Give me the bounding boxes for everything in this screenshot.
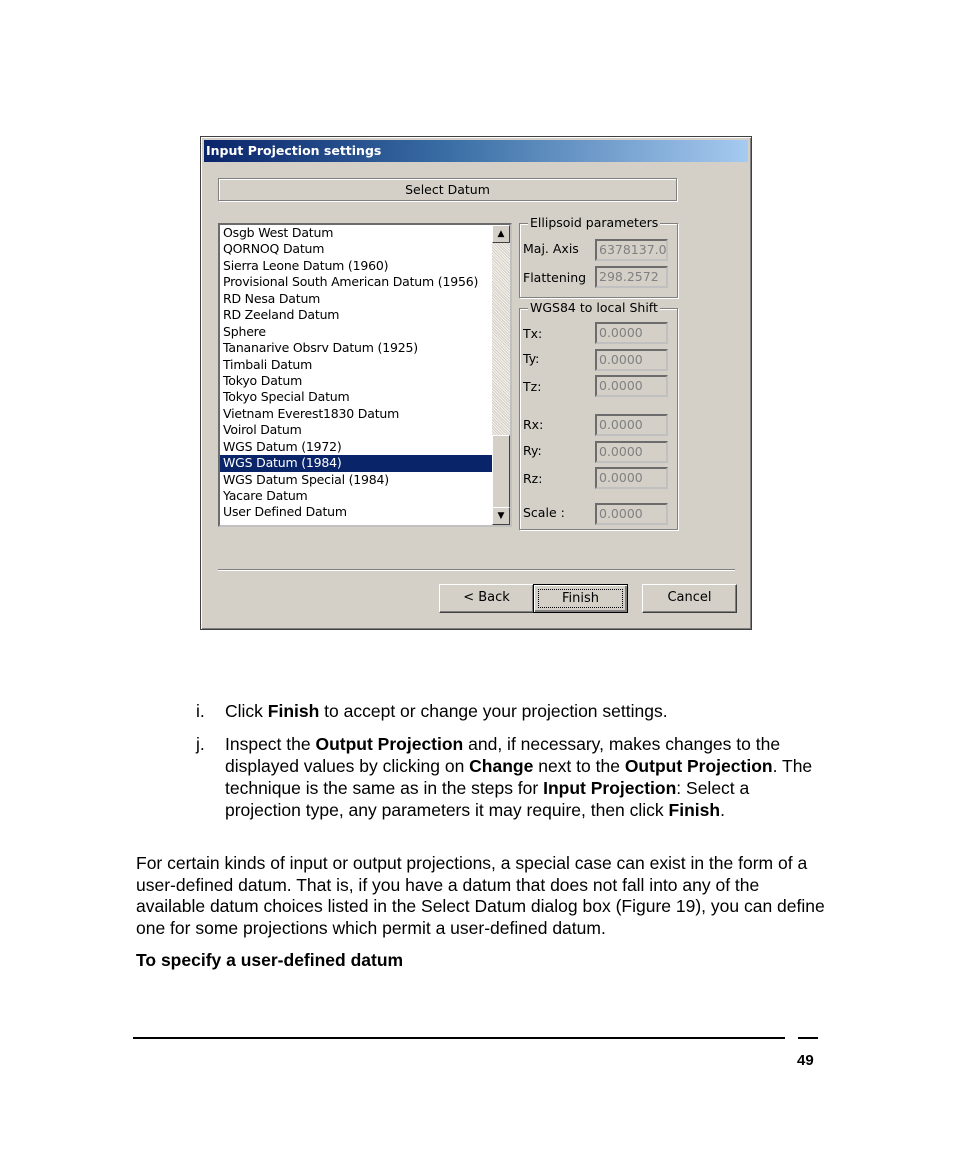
- datum-list-item[interactable]: User Defined Datum: [223, 504, 347, 520]
- page-number: 49: [797, 1052, 814, 1069]
- scroll-down-arrow-icon[interactable]: ▼: [492, 507, 510, 525]
- step_j-text-run: Output Projection: [624, 756, 773, 776]
- finish-button[interactable]: [533, 584, 628, 613]
- datum-listbox[interactable]: [218, 223, 512, 527]
- body-paragraph: For certain kinds of input or output projections, a special case can exist in the form of a user-defined datum. That is, if you have a datum that does not fall into any of the available datum choices listed in the Select Datum dialog box (Figure 19), you can define one for some projections which permit a user-defined datum.: [136, 853, 825, 938]
- rz-label: Rz:: [523, 471, 543, 486]
- ry-field: 0.0000: [595, 441, 668, 463]
- step_j-text-run: . The technique is the same as in the steps for: [225, 756, 813, 798]
- finish-button-label: Finish: [538, 589, 623, 608]
- datum-list-item[interactable]: RD Zeeland Datum: [223, 307, 340, 323]
- datum-list-item[interactable]: Vietnam Everest1830 Datum: [223, 405, 400, 421]
- scale-label: Scale :: [523, 505, 565, 520]
- ty-field: 0.0000: [595, 349, 668, 371]
- step_j-text-run: and, if necessary, makes changes to the displayed values by clicking on: [225, 734, 781, 776]
- step_j-text-run: next to the: [533, 756, 625, 776]
- flattening-label: Flattening: [523, 270, 587, 285]
- back-button[interactable]: < Back: [439, 584, 534, 613]
- maj-axis-field: 6378137.0: [595, 239, 668, 261]
- maj-axis-label: Maj. Axis: [523, 241, 579, 256]
- datum-list-item[interactable]: Voirol Datum: [223, 422, 302, 438]
- datum-list-items: [220, 225, 495, 521]
- footer-rule-short: [798, 1037, 818, 1039]
- flattening-field: 298.2572: [595, 266, 668, 288]
- datum-list-item[interactable]: QORNOQ Datum: [223, 241, 325, 257]
- step-j-marker: j.: [196, 734, 205, 754]
- rz-field: 0.0000: [595, 467, 668, 489]
- ellipsoid-legend: Ellipsoid parameters: [530, 215, 659, 230]
- ry-label: Ry:: [523, 443, 542, 458]
- datum-list-item[interactable]: RD Nesa Datum: [223, 290, 321, 306]
- datum-list-item[interactable]: Provisional South American Datum (1956): [223, 274, 479, 290]
- dialog-title: Input Projection settings: [204, 140, 748, 162]
- step_i-text-run: Finish: [267, 701, 320, 721]
- datum-list-item[interactable]: Tokyo Special Datum: [223, 389, 350, 405]
- step-i-text: [225, 700, 815, 722]
- footer-rule: [133, 1037, 785, 1039]
- datum-list-item[interactable]: WGS Datum (1984): [220, 455, 495, 471]
- datum-list-item[interactable]: WGS Datum Special (1984): [223, 471, 389, 487]
- datum-list-item[interactable]: WGS Datum (1972): [223, 438, 342, 454]
- step_j-text-run: Output Projection: [315, 734, 464, 754]
- ty-label: Ty:: [523, 351, 540, 366]
- step_i-text-run: Click: [225, 701, 268, 721]
- step_j-text-run: .: [720, 800, 725, 820]
- step_j-text-run: Input Projection: [543, 778, 677, 798]
- datum-list-item[interactable]: Yacare Datum: [223, 488, 308, 503]
- datum-list-item[interactable]: Sphere: [223, 323, 266, 339]
- tz-label: Tz:: [523, 379, 542, 394]
- scroll-up-arrow-icon[interactable]: ▲: [492, 225, 510, 243]
- step_j-text-run: : Select a projection type, any parameters it may require, then click: [225, 778, 750, 820]
- datum-list-item[interactable]: Tananarive Obsrv Datum (1925): [223, 340, 418, 356]
- scrollbar-thumb[interactable]: [492, 435, 510, 511]
- step_j-text-run: Finish: [668, 800, 721, 820]
- tx-field: 0.0000: [595, 322, 668, 344]
- datum-list-item[interactable]: Osgb West Datum: [223, 225, 334, 240]
- rx-field: 0.0000: [595, 414, 668, 436]
- input-projection-dialog: [200, 136, 752, 630]
- tz-field: 0.0000: [595, 375, 668, 397]
- cancel-button[interactable]: Cancel: [642, 584, 737, 613]
- listbox-scrollbar[interactable]: [492, 225, 510, 525]
- step_j-text-run: Inspect the: [225, 734, 316, 754]
- shift-legend: WGS84 to local Shift: [530, 300, 658, 315]
- tx-label: Tx:: [523, 326, 543, 341]
- step_j-text-run: Change: [469, 756, 534, 776]
- section-subheading: To specify a user-defined datum: [136, 950, 404, 970]
- step-i-marker: i.: [196, 701, 205, 721]
- step-j-text: [225, 733, 815, 821]
- datum-list-item[interactable]: Sierra Leone Datum (1960): [223, 257, 389, 273]
- dialog-divider: [218, 569, 735, 571]
- rx-label: Rx:: [523, 417, 544, 432]
- datum-list-item[interactable]: Tokyo Datum: [223, 372, 303, 388]
- select-datum-header: Select Datum: [218, 178, 677, 201]
- step_i-text-run: to accept or change your projection settings.: [319, 701, 668, 721]
- scale-field: 0.0000: [595, 503, 668, 525]
- datum-list-item[interactable]: Timbali Datum: [223, 356, 313, 372]
